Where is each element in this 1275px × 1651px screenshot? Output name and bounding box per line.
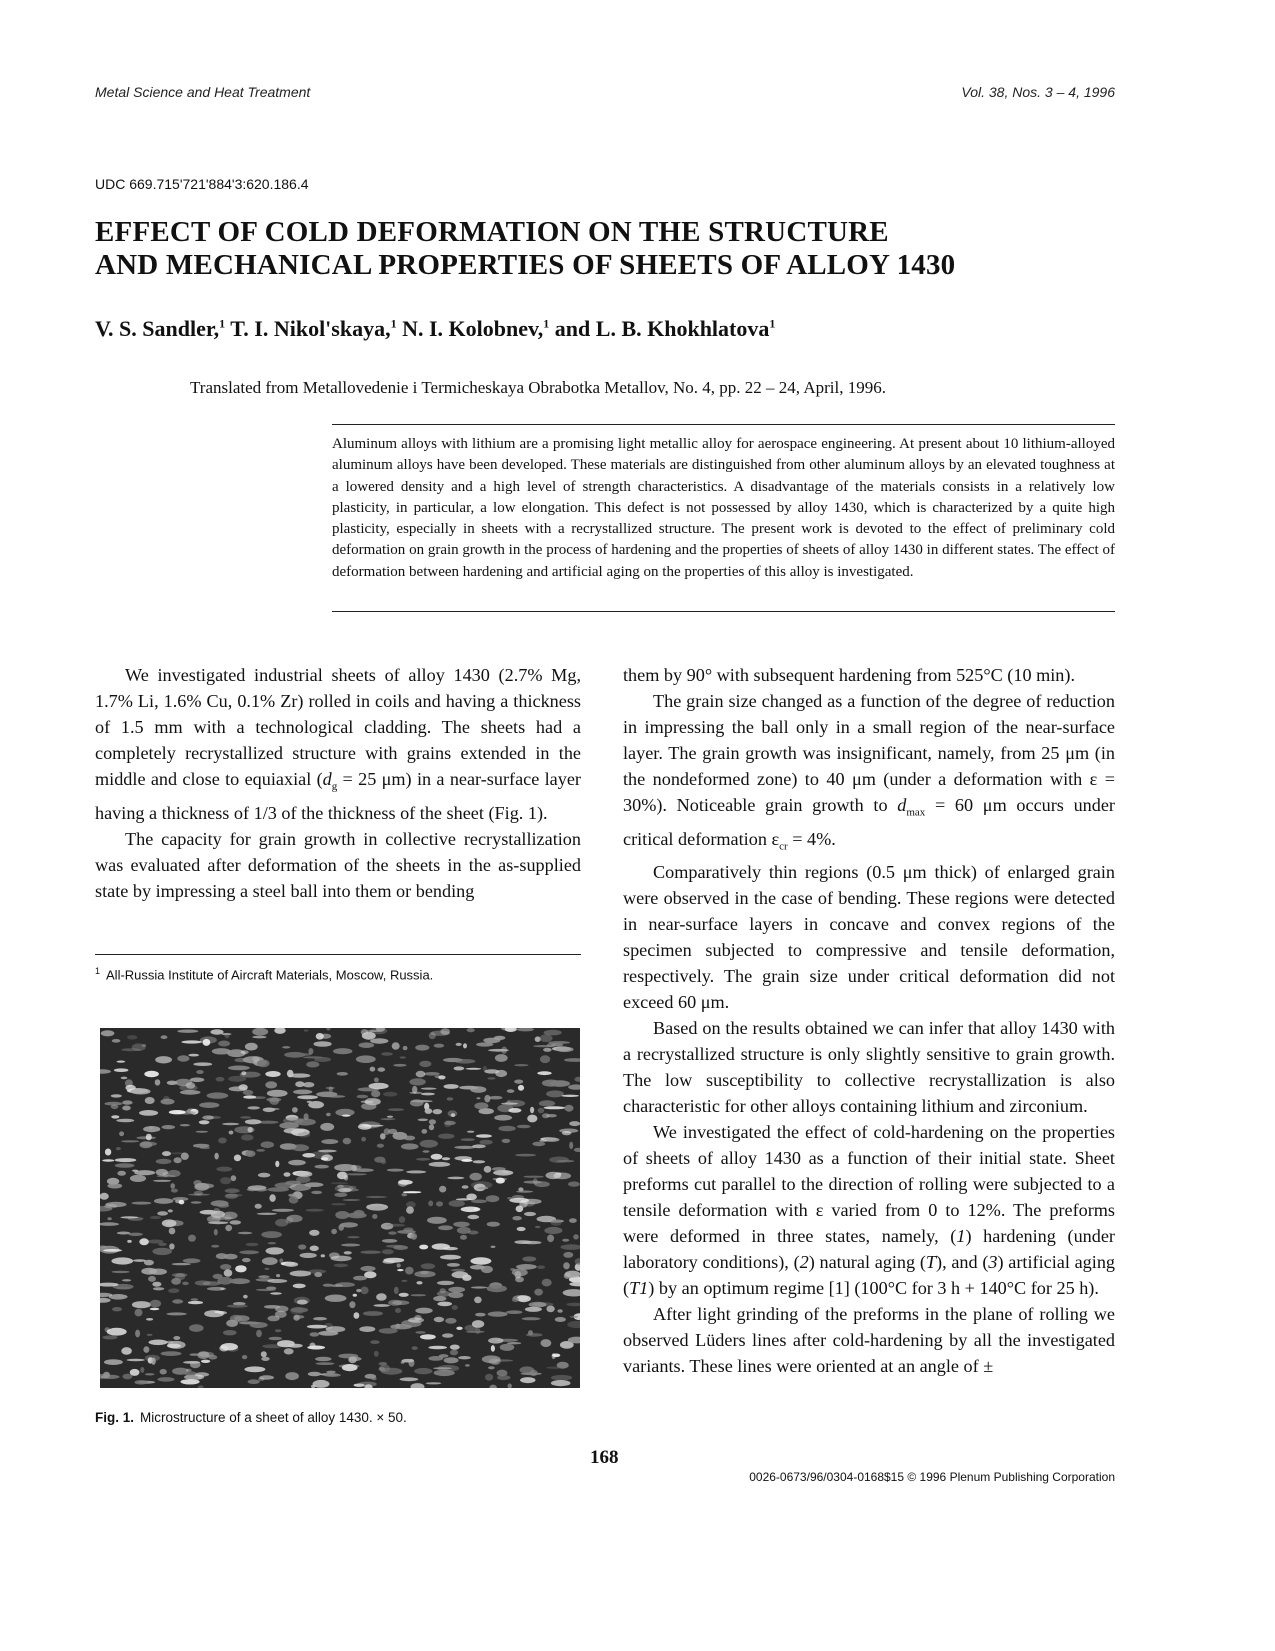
paragraph: After light grinding of the preforms in the plane of rolling we observed Lüders lines after cold-hardening by all the investigated variants. These lines were oriented at an angle of ± bbox=[623, 1304, 1115, 1377]
abstract-bottom-rule bbox=[332, 611, 1115, 612]
footnote-text: All-Russia Institute of Aircraft Materials, Moscow, Russia. bbox=[106, 967, 434, 983]
udc-code: UDC 669.715'721'884'3:620.186.4 bbox=[95, 176, 309, 192]
microstructure-texture bbox=[100, 1028, 580, 1388]
author-affiliation-mark: 1 bbox=[219, 316, 226, 331]
footnote bbox=[95, 966, 433, 982]
paragraph: We investigated industrial sheets of alloy 1430 (2.7% Mg, 1.7% Li, 1.6% Cu, 0.1% Zr) rolled in coils and having a thickness of 1.5 mm with a technological cladding. The sheets had a completely recrystallized structure with grains extended in the middle and close to equiaxial ($d_g = 25$ μm) in a near-surface layer having a thickness of 1/3 of the thickness of the sheet (Fig. 1). bbox=[95, 665, 581, 823]
volume-info: Vol. 38, Nos. 3 – 4, 1996 bbox=[961, 84, 1115, 100]
title-line-2: AND MECHANICAL PROPERTIES OF SHEETS OF ALLOY 1430 bbox=[95, 249, 956, 281]
author-name: N. I. Kolobnev, bbox=[396, 316, 544, 341]
paragraph: them by 90° with subsequent hardening from 525°C (10 min). bbox=[623, 665, 1075, 685]
copyright-line: 0026-0673/96/0304-0168$15 © 1996 Plenum Publishing Corporation bbox=[749, 1470, 1115, 1484]
left-column bbox=[95, 662, 581, 904]
right-column bbox=[623, 662, 1115, 1379]
author-affiliation-mark: 1 bbox=[543, 316, 550, 331]
author-name: T. I. Nikol'skaya, bbox=[225, 316, 391, 341]
paragraph: The grain size changed as a function of the degree of reduction in impressing the ball only in a small region of the near-surface layer. The grain growth was insignificant, namely, from 25 μm (in the nondeformed zone) to 40 μm (under a deformation with ε = 30%). Noticeable grain growth to $d_{max} = 60$ μm occurs under critical deformation $\varepsilon_{cr} = 4\%$. bbox=[623, 691, 1115, 853]
title-line-1: EFFECT OF COLD DEFORMATION ON THE STRUCTURE bbox=[95, 216, 889, 248]
author-name: and L. B. Khokhlatova bbox=[549, 316, 770, 341]
page-number: 168 bbox=[590, 1447, 619, 1468]
author-name: V. S. Sandler, bbox=[95, 316, 220, 341]
journal-name: Metal Science and Heat Treatment bbox=[95, 84, 311, 100]
paragraph: Comparatively thin regions (0.5 μm thick) of enlarged grain were observed in the case of bending. These regions were detected in near-surface layers in concave and convex regions of the specimen subjected to compressive and tensile deformation, respectively. The grain size under critical deformation did not exceed 60 μm. bbox=[623, 862, 1115, 1013]
paragraph: We investigated the effect of cold-hardening on the properties of sheets of alloy 1430 as a function of their initial state. Sheet preforms cut parallel to the direction of rolling were subjected to a tensile deformation with ε varied from 0 to 12%. The preforms were deformed in three states, namely, (1) hardening (under laboratory conditions), (2) natural aging (T), and (3) artificial aging (T1) by an optimum regime [1] (100°C for 3 h + 140°C for 25 h). bbox=[623, 1122, 1116, 1299]
footnote-mark: 1 bbox=[95, 966, 101, 976]
footnote-rule bbox=[95, 954, 581, 955]
microstructure-image bbox=[100, 1028, 580, 1388]
author-affiliation-mark: 1 bbox=[390, 316, 397, 331]
figure-caption bbox=[95, 1410, 407, 1425]
authors bbox=[95, 316, 775, 342]
paragraph: The capacity for grain growth in collective recrystallization was evaluated after deformation of the sheets in the as-supplied state by impressing a steel ball into them or bending bbox=[95, 828, 581, 901]
paragraph: Based on the results obtained we can infer that alloy 1430 with a recrystallized structure is only slightly sensitive to grain growth. The low susceptibility to collective recrystallization is also characteristic for other alloys containing lithium and zirconium. bbox=[623, 1018, 1115, 1117]
article-title bbox=[95, 216, 1095, 282]
figure-caption-text: Microstructure of a sheet of alloy 1430. × 50. bbox=[140, 1410, 407, 1425]
figure-label: Fig. 1. bbox=[95, 1410, 135, 1425]
author-affiliation-mark: 1 bbox=[769, 316, 776, 331]
abstract: Aluminum alloys with lithium are a promising light metallic alloy for aerospace engineering. At present about 10 lithium-alloyed aluminum alloys have been developed. These materials are distinguished from other aluminum alloys by an elevated toughness at a lowered density and a high level of strength characteristics. A disadvantage of the materials consists in a relatively low plasticity, in particular, a low elongation. This defect is not possessed by alloy 1430, which is characterized by a quite high plasticity, especially in sheets with a recrystallized structure. The present work is devoted to the effect of preliminary cold deformation on grain growth in the process of hardening and the properties of sheets of alloy 1430 in different states. The effect of deformation between hardening and artificial aging on the properties of this alloy is investigated. bbox=[332, 436, 1115, 580]
translation-note: Translated from Metallovedenie i Termicheskaya Obrabotka Metallov, No. 4, pp. 22 – 24, April, 1996. bbox=[190, 378, 886, 397]
abstract-top-rule bbox=[332, 424, 1115, 425]
